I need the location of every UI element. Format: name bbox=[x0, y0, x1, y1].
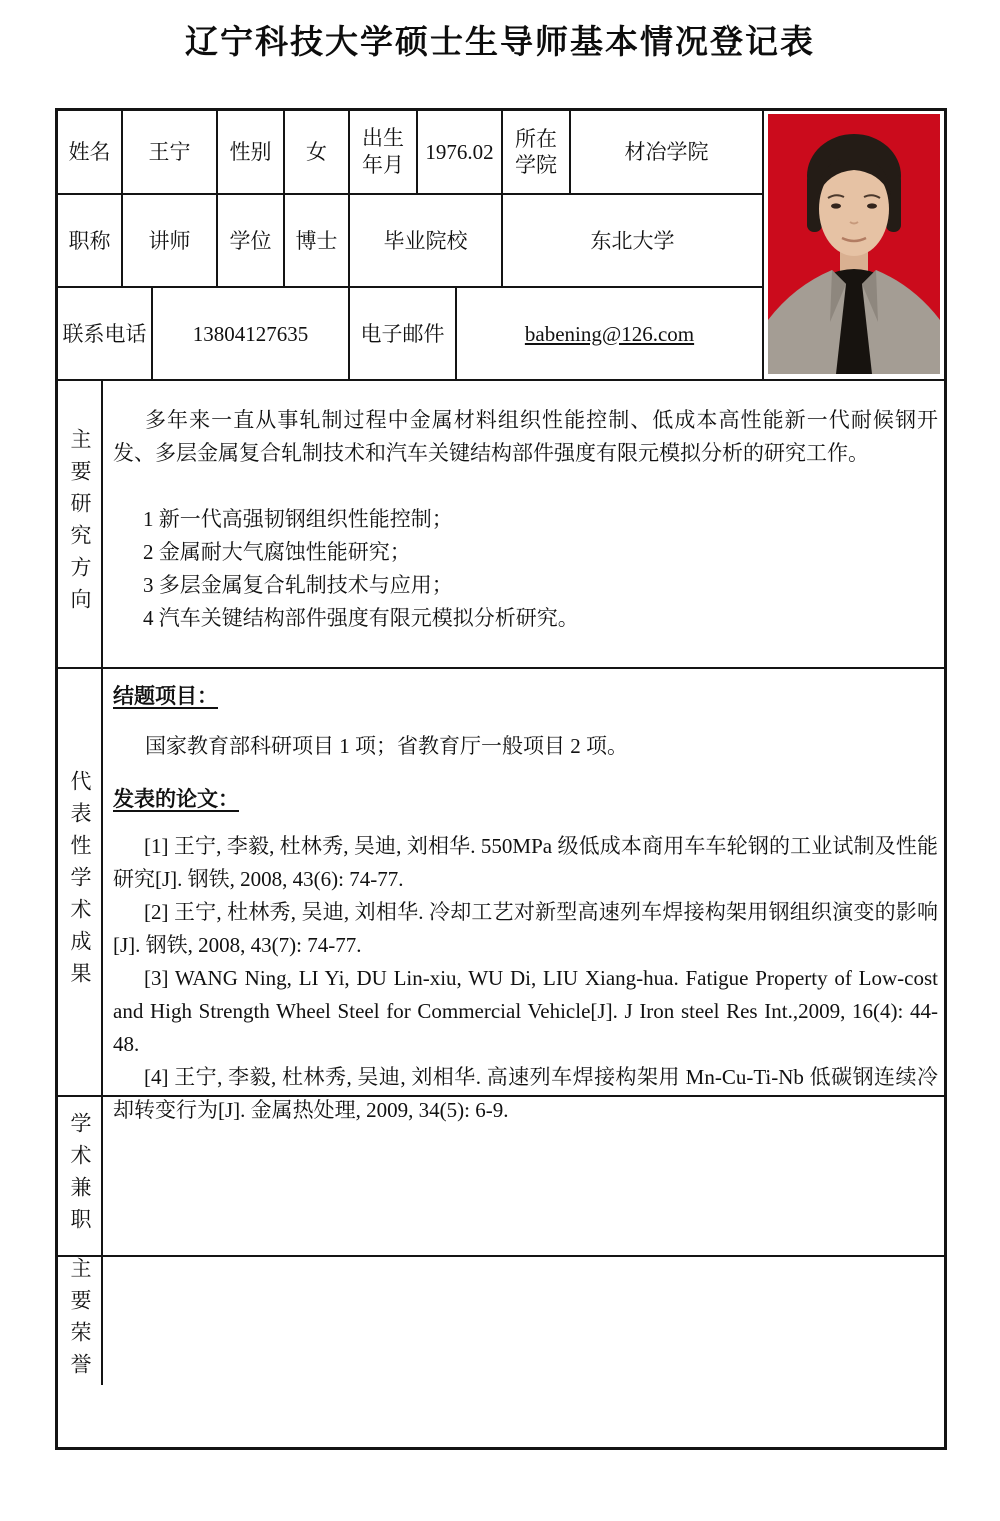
list-item: 1 新一代高强韧钢组织性能控制； bbox=[143, 507, 453, 531]
id-photo-illustration bbox=[768, 114, 940, 374]
section-research bbox=[58, 379, 944, 667]
page-title: 辽宁科技大学硕士生导师基本情况登记表 bbox=[185, 25, 815, 61]
section-research-label-cell bbox=[58, 381, 103, 667]
phone-value: 13804127635 bbox=[153, 288, 350, 379]
table-row bbox=[58, 195, 762, 288]
section-achievements-content bbox=[103, 669, 944, 1122]
table-row bbox=[58, 288, 762, 379]
list-item: 2 金属耐大气腐蚀性能研究； bbox=[143, 540, 411, 564]
section-parttime-content bbox=[103, 1097, 944, 1255]
section-honors bbox=[58, 1255, 944, 1385]
section-achievements-label-cell bbox=[58, 669, 103, 1095]
school-value: 东北大学 bbox=[590, 228, 675, 253]
section-parttime bbox=[58, 1095, 944, 1255]
section-achievements bbox=[58, 667, 944, 1122]
prof-title-value: 讲师 bbox=[123, 195, 218, 286]
email-value[interactable]: babening@126.com bbox=[524, 321, 695, 346]
degree-value: 博士 bbox=[285, 195, 350, 286]
registration-table bbox=[55, 108, 947, 1450]
section-parttime-label: 学术兼职 bbox=[68, 1112, 92, 1240]
phone-label: 联系电话 bbox=[58, 288, 153, 379]
college-value: 材冶学院 bbox=[624, 140, 709, 164]
registration-form-page bbox=[0, 21, 1000, 1521]
projects-heading: 结题项目： bbox=[113, 684, 218, 708]
name-value: 王宁 bbox=[123, 111, 218, 193]
papers-heading: 发表的论文： bbox=[113, 787, 239, 811]
photo-cell bbox=[764, 111, 944, 379]
degree-label: 学位 bbox=[218, 195, 285, 286]
papers-list bbox=[113, 830, 938, 1127]
table-row bbox=[58, 111, 762, 195]
section-research-label: 主要研究方向 bbox=[68, 428, 92, 620]
basic-info-grid bbox=[58, 111, 764, 379]
id-photo bbox=[768, 114, 940, 374]
birth-label: 出生 年月 bbox=[350, 111, 418, 193]
research-direction-list bbox=[113, 503, 938, 635]
research-intro: 多年来一直从事轧制过程中金属材料组织性能控制、低成本高性能新一代耐候钢开发、多层金属复合轧制技术和汽车关键结构部件强度有限元模拟分析的研究工作。 bbox=[113, 408, 938, 465]
section-honors-label: 主要荣誉 bbox=[68, 1257, 92, 1385]
paper-item: [3] WANG Ning, LI Yi, DU Lin-xiu, WU Di, LIU Xiang-hua. Fatigue Property of Low-cost and High Strength Wheel Steel for Commercial Vehicle[J]. J Iron steel Res Int.,2009, 16(4): 44-48. bbox=[113, 966, 938, 1056]
gender-label: 性别 bbox=[218, 111, 285, 193]
section-achievements-label: 代表性学术成果 bbox=[68, 770, 92, 994]
paper-item: [1] 王宁, 李毅, 杜林秀, 吴迪, 刘相华. 550MPa 级低成本商用车车轮钢的工业试制及性能研究[J]. 钢铁, 2008, 43(6): 74-77. bbox=[113, 834, 938, 891]
birth-value: 1976.02 bbox=[418, 111, 503, 193]
section-parttime-label-cell bbox=[58, 1097, 103, 1255]
college-label: 所在 学院 bbox=[503, 111, 571, 193]
email-label: 电子邮件 bbox=[350, 288, 457, 379]
section-honors-content bbox=[103, 1257, 944, 1385]
list-item: 3 多层金属复合轧制技术与应用； bbox=[143, 573, 453, 597]
section-research-content bbox=[103, 381, 944, 667]
projects-text: 国家教育部科研项目 1 项；省教育厅一般项目 2 项。 bbox=[145, 734, 628, 758]
school-label: 毕业院校 bbox=[350, 195, 503, 286]
prof-title-label: 职称 bbox=[58, 195, 123, 286]
paper-item: [4] 王宁, 李毅, 杜林秀, 吴迪, 刘相华. 高速列车焊接构架用 Mn-Cu-Ti-Nb 低碳钢连续冷却转变行为[J]. 金属热处理, 2009, 34(5): 6-9. bbox=[113, 1065, 938, 1122]
name-label: 姓名 bbox=[58, 111, 123, 193]
list-item: 4 汽车关键结构部件强度有限元模拟分析研究。 bbox=[143, 606, 579, 630]
gender-value: 女 bbox=[285, 111, 350, 193]
paper-item: [2] 王宁, 杜林秀, 吴迪, 刘相华. 冷却工艺对新型高速列车焊接构架用钢组织演变的影响[J]. 钢铁, 2008, 43(7): 74-77. bbox=[113, 900, 938, 957]
section-honors-label-cell bbox=[58, 1257, 103, 1385]
basic-info-block bbox=[58, 111, 944, 379]
